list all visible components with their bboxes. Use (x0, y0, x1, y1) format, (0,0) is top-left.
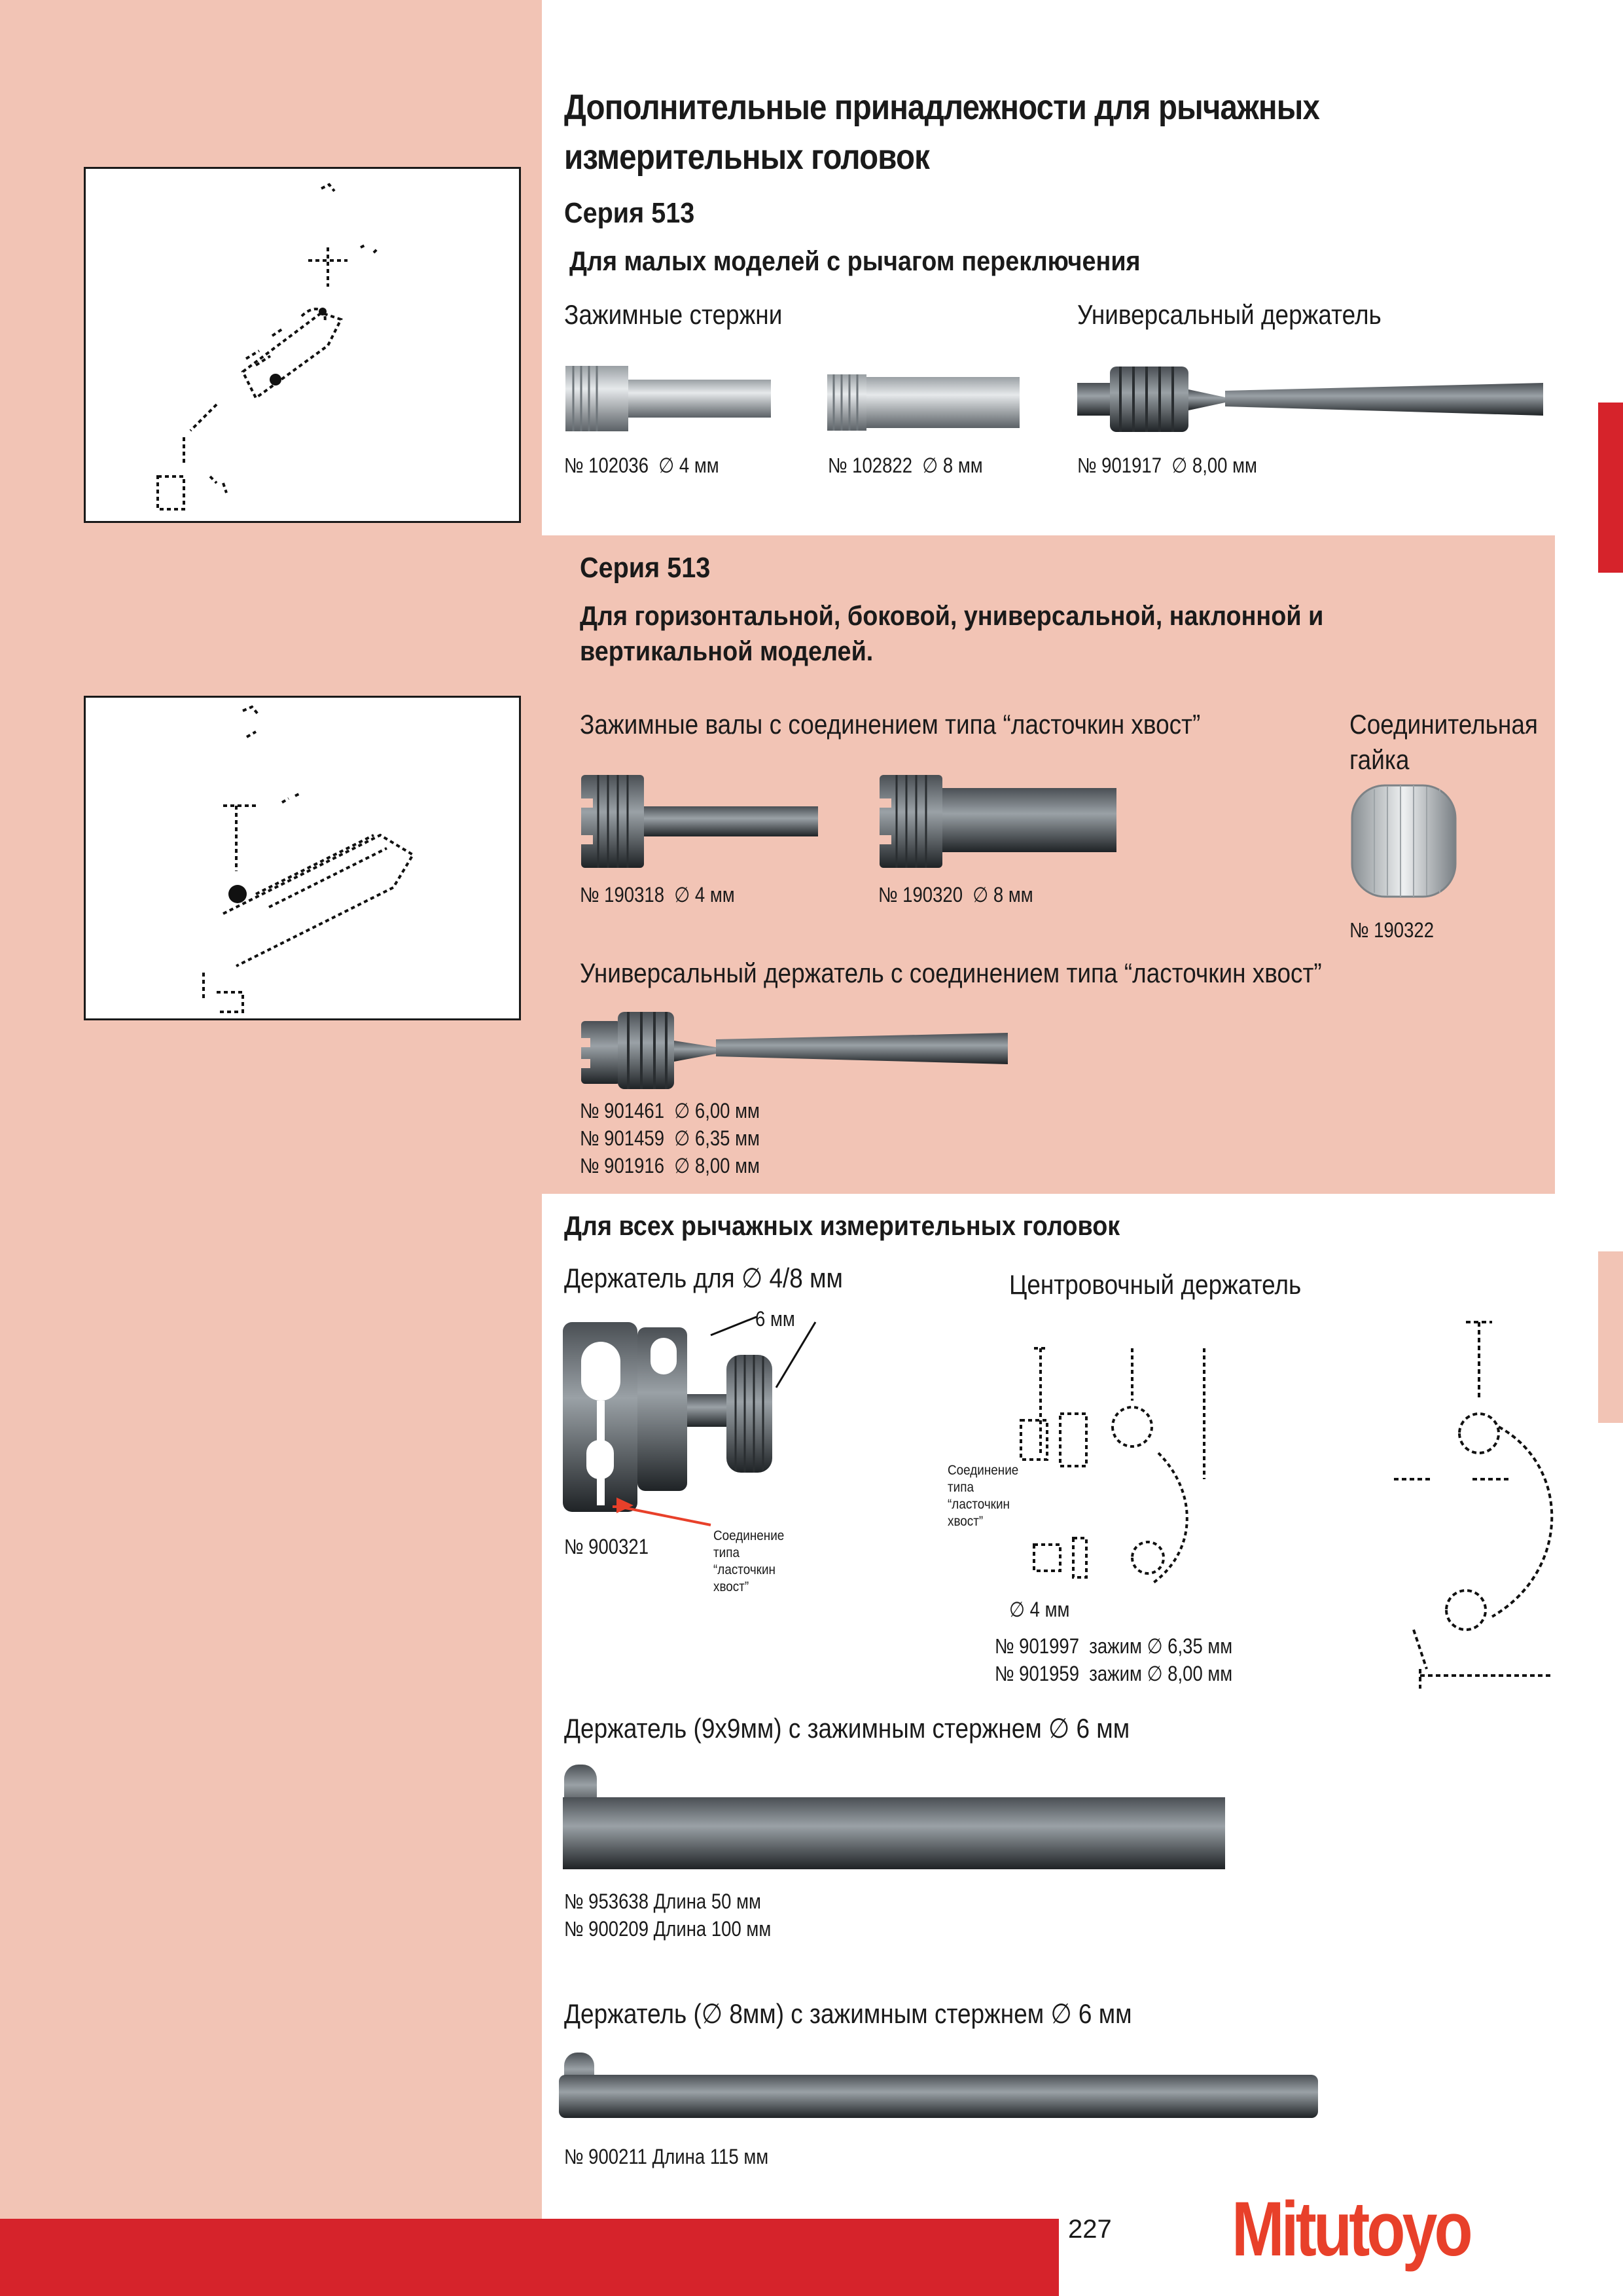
schematic-drawing-1 (86, 169, 519, 521)
note-line: хвост” (713, 1579, 749, 1594)
item-102822-caption (828, 452, 983, 479)
item-number: № 901459 (580, 1126, 664, 1150)
item-diameter: 6,35 мм (1168, 1634, 1233, 1658)
holder48-label-text: Держатель для (564, 1263, 735, 1293)
item-number: № 901461 (580, 1099, 664, 1122)
page-title-line1: Дополнительные принадлежности для рычажных (564, 88, 1319, 127)
dovetail-shaft-190320-image (877, 772, 1119, 870)
item-number: № 901916 (580, 1154, 664, 1177)
section2-subtitle-line2: вертикальной моделей. (580, 636, 874, 666)
universal-dovetail-holder-image (579, 1008, 1010, 1093)
holder8-image (556, 2049, 1322, 2121)
universal-item-901916 (580, 1152, 760, 1179)
item-102036-caption (564, 452, 719, 479)
diameter-icon: ∅ (1009, 1598, 1025, 1621)
item-diameter: 8,00 мм (694, 1154, 760, 1177)
diameter-icon: ∅ (1048, 1713, 1070, 1744)
centering-dovetail-note (948, 1462, 1042, 1530)
diameter-icon: ∅ (1147, 1662, 1163, 1685)
note-line: типа (948, 1480, 974, 1495)
centering-holder-label: Центровочный держатель (1009, 1269, 1302, 1300)
item-number: № 190318 (580, 883, 664, 906)
diameter-icon: ∅ (674, 1154, 690, 1177)
schematic-drawing-2 (86, 698, 519, 1018)
universal-holder-901917-image (1075, 357, 1546, 442)
note-line: “ласточкин (713, 1562, 776, 1577)
label-connecting-nut-line1: Соединительная (1349, 709, 1538, 740)
dovetail-shaft-190318-image (579, 772, 821, 870)
item-clamp: зажим (1089, 1634, 1142, 1658)
universal-item-901461 (580, 1097, 760, 1124)
edge-tab-pink (1598, 1251, 1623, 1423)
item-diameter: 6,00 мм (694, 1099, 760, 1122)
item-diameter: 4 мм (679, 454, 719, 477)
section2-series: Серия 513 (580, 552, 711, 584)
edge-tab-red (1598, 403, 1623, 573)
item-901917-caption (1077, 452, 1257, 479)
holder48-number: № 900321 (564, 1535, 649, 1558)
holder9x9-label-text: Держатель (9x9мм) с зажимным стержнем (564, 1713, 1042, 1744)
holder8-label-size: 6 мм (1078, 1998, 1132, 2029)
diameter-icon: ∅ (674, 1126, 690, 1150)
connecting-nut-190322-image (1348, 779, 1459, 903)
section1-subtitle: Для малых моделей с рычагом переключения (569, 245, 1141, 276)
note-line: Соединение (948, 1463, 1019, 1478)
item-190322-caption: № 190322 (1349, 918, 1434, 942)
page-number: 227 (1068, 2215, 1112, 2244)
item-190318-caption (580, 881, 735, 908)
item-diameter: 6,35 мм (694, 1126, 760, 1150)
item-number: № 102036 (564, 454, 649, 477)
page-title-line2: измерительных головок (564, 137, 930, 177)
diameter-icon: ∅ (674, 1099, 690, 1122)
item-diameter: 8,00 мм (1192, 454, 1257, 477)
holder8-label-text: Держатель ( (564, 1998, 702, 2029)
mitutoyo-logo: Mitutoyo (1232, 2186, 1470, 2272)
item-number: № 901997 (995, 1634, 1079, 1658)
holder48-6mm-label: 6 мм (755, 1307, 795, 1331)
holder8-item-900211: № 900211 Длина 115 мм (564, 2145, 769, 2168)
item-number: № 901917 (1077, 454, 1162, 477)
section1-series: Серия 513 (564, 197, 695, 229)
holder48-900321-image (560, 1309, 861, 1532)
note-line: “ласточкин (948, 1497, 1010, 1512)
holder9x9-image (560, 1761, 1228, 1872)
label-connecting-nut-line2: гайка (1349, 744, 1410, 775)
holder9x9-label (564, 1711, 1130, 1746)
centering-item-901997 (995, 1632, 1232, 1660)
label-universal-holder: Универсальный держатель (1077, 299, 1382, 330)
item-190320-caption (878, 881, 1033, 908)
label-clamp-rods: Зажимные стержни (564, 299, 783, 330)
holder48-label (564, 1261, 843, 1296)
holder9x9-item-900209: № 900209 Длина 100 мм (564, 1917, 772, 1941)
label-universal-dovetail: Универсальный держатель с соединением типа “ласточкин хвост” (580, 958, 1322, 988)
item-number: № 102822 (828, 454, 912, 477)
centering-4mm-value: 4 мм (1029, 1598, 1070, 1621)
item-diameter: 8,00 мм (1168, 1662, 1233, 1685)
schematic-diagram-small-model (84, 167, 521, 523)
note-line: хвост” (948, 1514, 984, 1529)
item-diameter: 8 мм (942, 454, 983, 477)
note-line: типа (713, 1545, 740, 1560)
diameter-icon: ∅ (1147, 1634, 1163, 1658)
holder8-label (564, 1996, 1132, 2032)
diameter-icon: ∅ (1171, 454, 1188, 477)
item-diameter: 8 мм (993, 883, 1033, 906)
section2-subtitle-line1: Для горизонтальной, боковой, универсальной, наклонной и (580, 600, 1324, 631)
holder48-label-size: 4/8 мм (769, 1263, 843, 1293)
centering-item-901959 (995, 1660, 1232, 1687)
holder9x9-item-953638: № 953638 Длина 50 мм (564, 1890, 761, 1913)
holder48-dovetail-note (713, 1528, 808, 1596)
centering-4mm (1009, 1596, 1069, 1623)
holder8-label-mid: 8мм) с зажимным стержнем (729, 1998, 1044, 2029)
item-number: № 190320 (878, 883, 963, 906)
schematic-diagram-horizontal-model (84, 696, 521, 1020)
note-line: Соединение (713, 1528, 785, 1543)
label-dovetail-shafts: Зажимные валы с соединением типа “ласточкин хвост” (580, 709, 1201, 740)
diameter-icon: ∅ (972, 883, 989, 906)
diameter-icon: ∅ (1050, 1998, 1072, 2029)
universal-item-901459 (580, 1124, 760, 1152)
footer-red-bar (0, 2219, 1059, 2296)
section3-heading: Для всех рычажных измерительных головок (564, 1210, 1120, 1241)
diameter-icon: ∅ (701, 1998, 723, 2029)
diameter-icon: ∅ (922, 454, 938, 477)
clamp-rod-102822-image (826, 373, 1022, 432)
item-clamp: зажим (1089, 1662, 1142, 1685)
diameter-icon: ∅ (658, 454, 675, 477)
item-number: № 901959 (995, 1662, 1079, 1685)
diameter-icon: ∅ (741, 1263, 763, 1293)
holder9x9-label-size: 6 мм (1076, 1713, 1130, 1744)
diameter-icon: ∅ (674, 883, 690, 906)
item-diameter: 4 мм (694, 883, 735, 906)
clamp-rod-102036-image (564, 363, 774, 435)
centering-holder-large-schematic (1381, 1316, 1564, 1689)
